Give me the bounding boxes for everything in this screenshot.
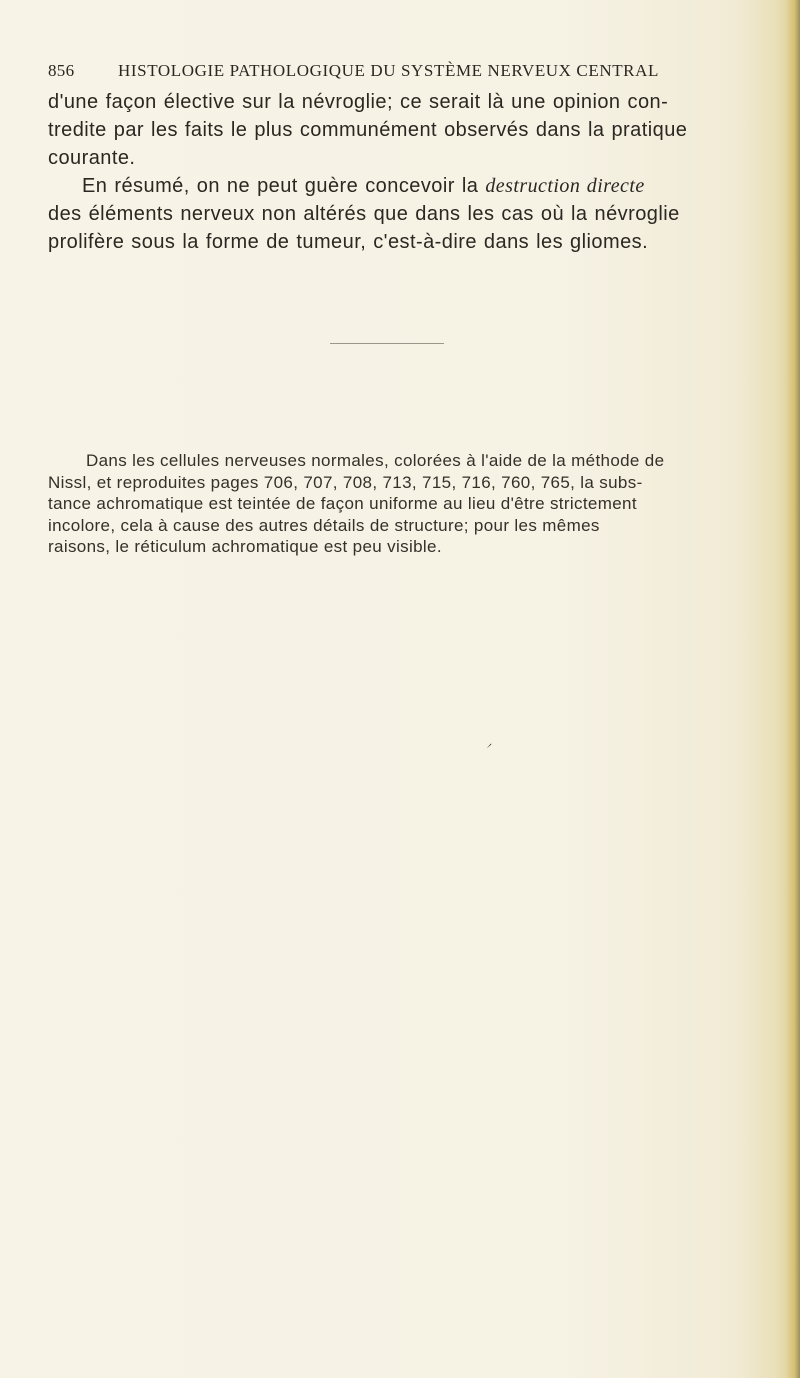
text-line: courante. (48, 147, 136, 169)
text-line (48, 172, 748, 200)
page-number: 856 (48, 61, 75, 80)
note-line: Nissl, et reproduites pages 706, 707, 708, 713, 715, 716, 760, 765, la subs- (48, 472, 643, 492)
footnote-text (48, 450, 753, 558)
text-line: prolifère sous la forme de tumeur, c'est-à-dire dans les gliomes. (48, 231, 649, 253)
section-divider (330, 343, 444, 344)
text-segment: En résumé, on ne peut guère concevoir la (82, 175, 479, 197)
note-line: raisons, le réticulum achromatique est peu visible. (48, 537, 442, 556)
running-head (48, 61, 748, 83)
text-line: tredite par les faits le plus communément observés dans la pratique (48, 119, 688, 141)
text-line: d'une façon élective sur la névroglie; ce serait là une opinion con- (48, 91, 669, 113)
note-line: tance achromatique est teintée de façon uniforme au lieu d'être strictement (48, 494, 637, 513)
ink-speck-mark (486, 743, 492, 749)
main-text (48, 88, 748, 256)
page-edge-shadow (786, 0, 800, 1378)
note-line: incolore, cela à cause des autres détails de structure; pour les mêmes (48, 515, 600, 535)
running-title: HISTOLOGIE PATHOLOGIQUE DU SYSTÈME NERVEUX CENTRAL (118, 61, 659, 80)
text-line: des éléments nerveux non altérés que dans les cas où la névroglie (48, 203, 680, 225)
emphasis-text: destruction directe (485, 175, 645, 197)
note-line: Dans les cellules nerveuses normales, colorées à l'aide de la méthode de (86, 451, 665, 470)
